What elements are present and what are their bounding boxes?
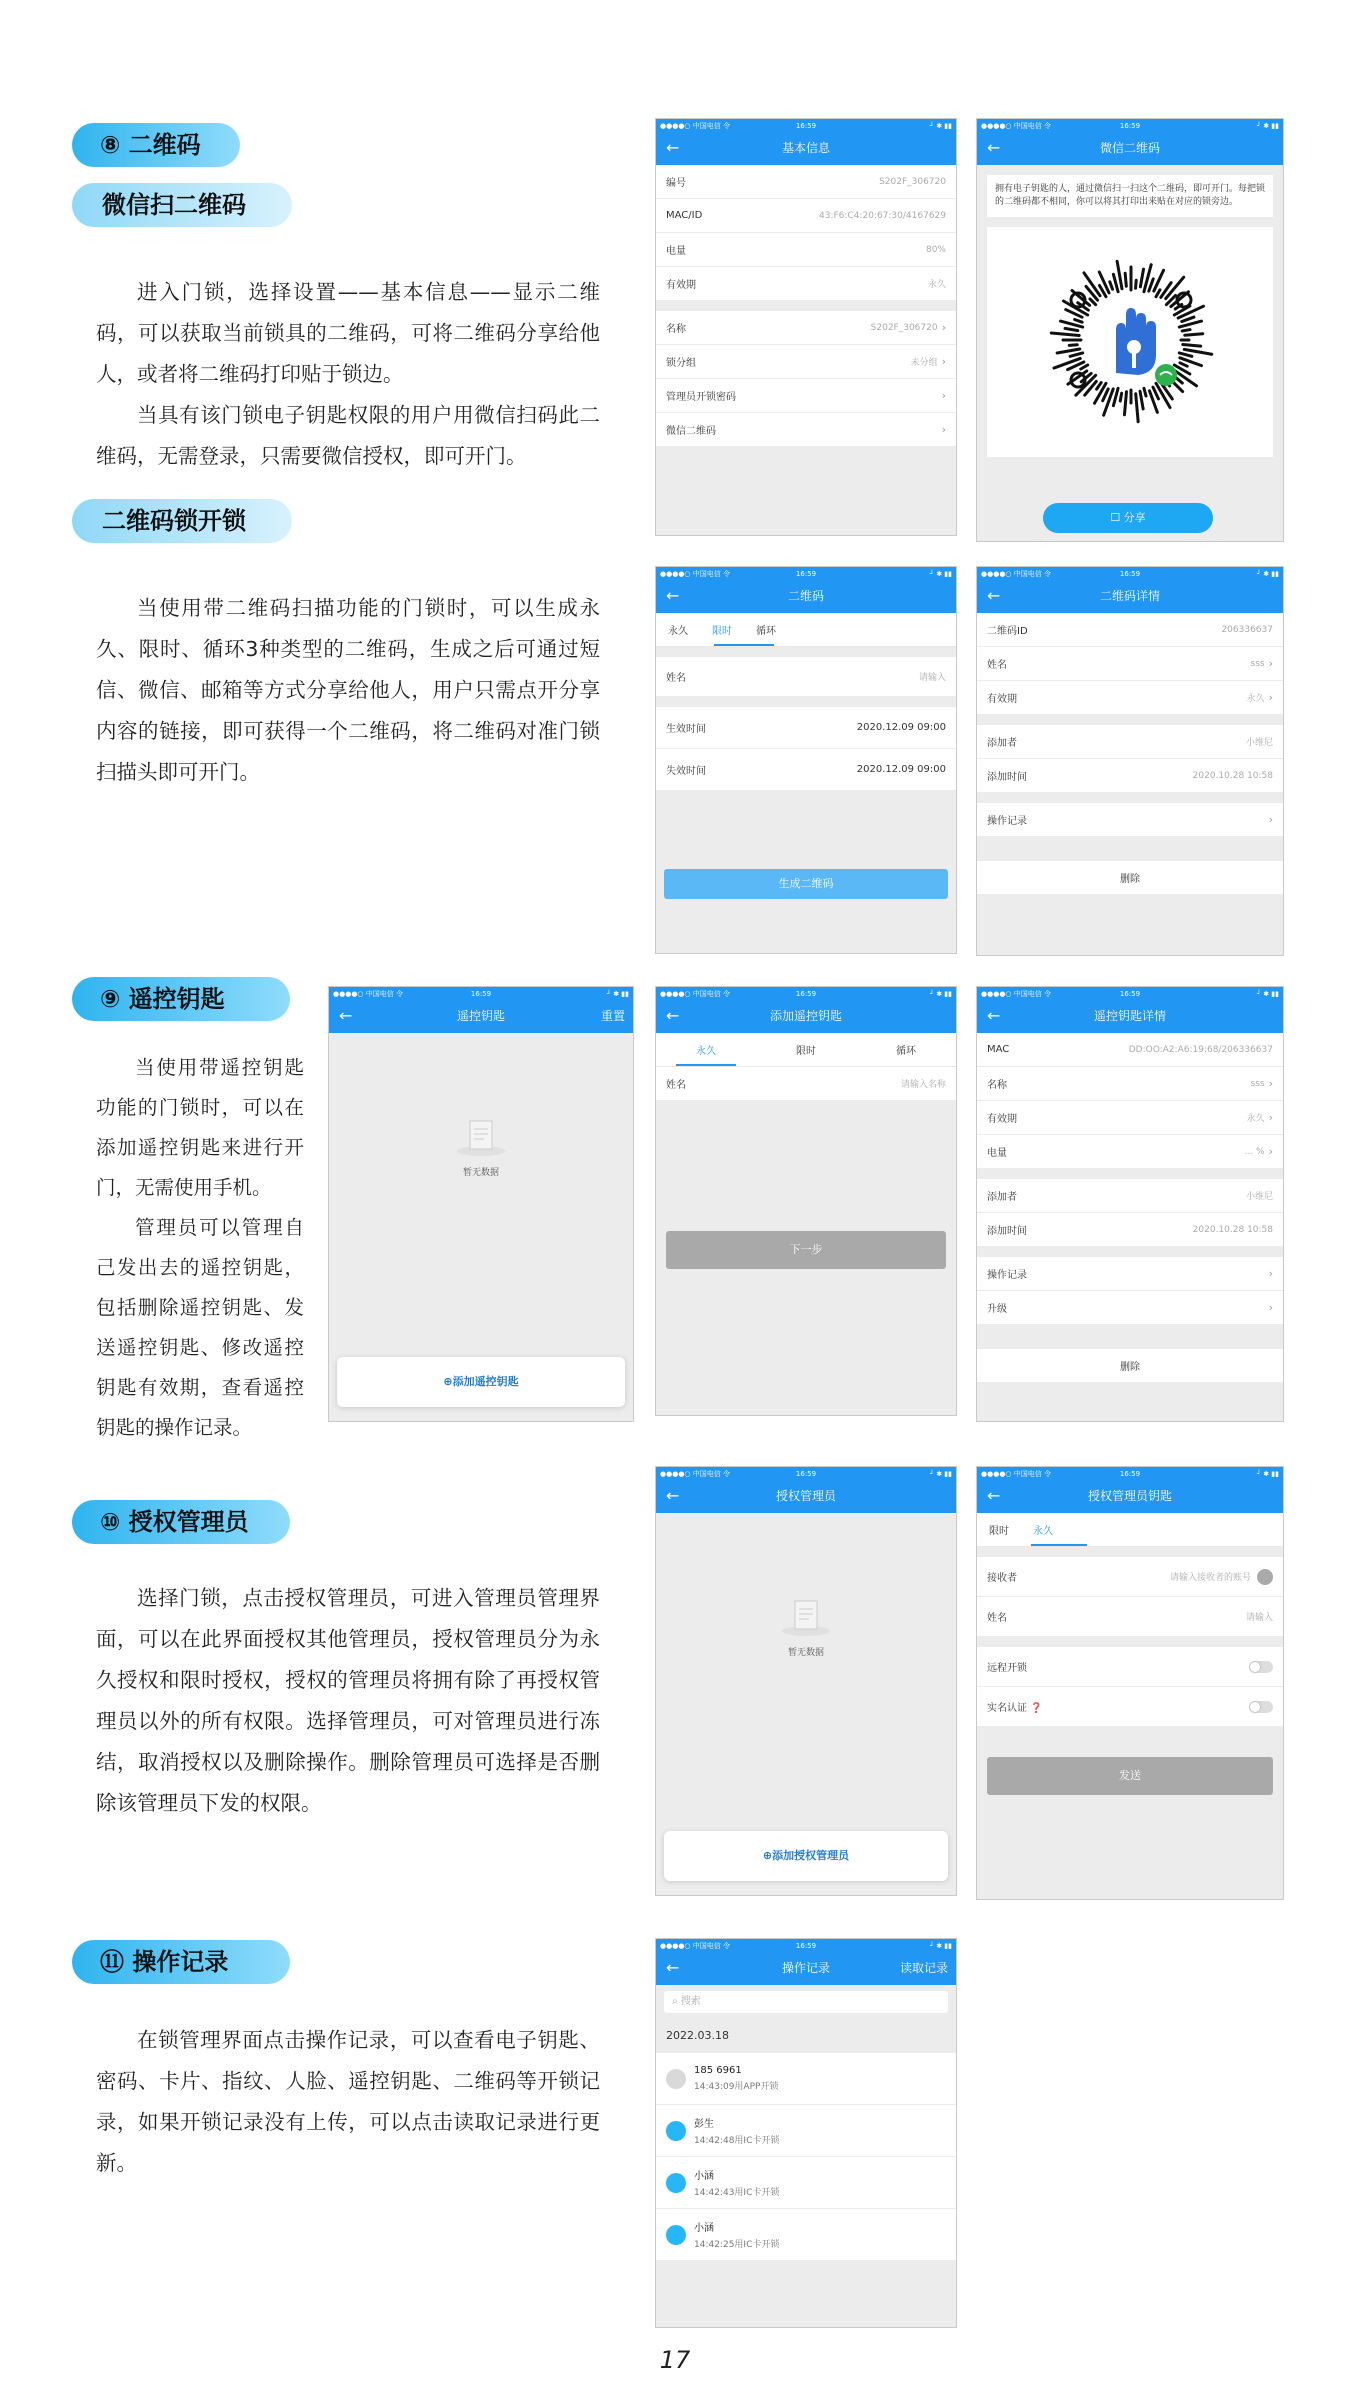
back-arrow-icon[interactable]: ←: [987, 1006, 1001, 1025]
screen-title: 遥控钥匙: [456, 1009, 505, 1023]
remote-unlock-row: 远程开锁: [977, 1647, 1283, 1687]
info-row: 编号 S202F_306720: [656, 165, 956, 199]
empty-document-icon: [781, 1597, 831, 1637]
nav-bar: [977, 133, 1283, 165]
detail-row: 添加者 小维尼: [977, 725, 1283, 759]
info-row: 电量 80%: [656, 233, 956, 267]
screen-title: 二维码: [787, 589, 824, 603]
wechat-mini-program-code-icon: [1046, 255, 1216, 425]
plus-circle-icon: ⊕: [443, 1375, 453, 1388]
generate-qr-button[interactable]: 生成二维码: [664, 869, 948, 899]
chevron-right-icon: ›: [941, 423, 946, 436]
detail-row[interactable]: 名称 sss ›: [977, 1067, 1283, 1101]
nav-bar: [656, 1953, 956, 1985]
status-bar: ●●●●○ 中国电信 令 16:59 ┘ ✱ ▮▮: [656, 1939, 956, 1953]
next-step-button[interactable]: 下一步: [666, 1231, 946, 1269]
key-type-tabs: [656, 1033, 956, 1067]
receiver-field[interactable]: 接收者 请输入接收者的账号: [977, 1557, 1283, 1597]
section-remote-heading: ⑨ 遥控钥匙: [72, 977, 290, 1021]
plus-circle-icon: ⊕: [762, 1849, 773, 1862]
chevron-right-icon: ›: [1268, 1077, 1273, 1090]
chevron-right-icon: ›: [1268, 1301, 1273, 1314]
wechat-qr-paragraph-1: 进入门锁，选择设置——基本信息——显示二维码，可以获取当前锁具的二维码，可将二维码分享给他人，或者将二维码打印贴于锁边。: [96, 280, 600, 386]
back-arrow-icon[interactable]: ←: [666, 586, 680, 605]
help-icon[interactable]: ❓: [1030, 1703, 1043, 1714]
chevron-right-icon: ›: [1268, 1145, 1273, 1158]
nav-bar: [329, 1001, 633, 1033]
admin-password-row[interactable]: 管理员开锁密码 ›: [656, 379, 956, 413]
start-time-field[interactable]: 生效时间 2020.12.09 09:00: [656, 707, 956, 749]
qr-lock-paragraph: 当使用带二维码扫描功能的门锁时，可以生成永久、限时、循环3种类型的二维码，生成之后可通过短信、微信、邮箱等方式分享给他人，用户只需点开分享内容的链接，即可获得一个二维码，将二维码对准门锁扫描头即可开门。: [96, 596, 600, 784]
back-arrow-icon[interactable]: ←: [666, 1006, 680, 1025]
wechat-qr-screen: [976, 118, 1284, 542]
qr-detail-screen: [976, 566, 1284, 956]
qr-card: [987, 227, 1273, 457]
record-row[interactable]: 185 6961 14:43:09用APP开锁: [656, 2053, 956, 2105]
nav-bar: [656, 581, 956, 613]
status-bar: ●●●●○ 中国电信 令 16:59 ┘ ✱ ▮▮: [977, 987, 1283, 1001]
status-bar: ●●●●○ 中国电信 令 16:59 ┘ ✱ ▮▮: [329, 987, 633, 1001]
admin-paragraph: 选择门锁，点击授权管理员，可进入管理员管理界面，可以在此界面授权其他管理员，授权管理员分为永久授权和限时授权，授权的管理员将拥有除了再授权管理员以外的所有权限。选择管理员，可对管理员进行冻结，取消授权以及删除操作。删除管理员可选择是否删除该管理员下发的权限。: [96, 1586, 600, 1815]
back-arrow-icon[interactable]: ←: [987, 1486, 1001, 1505]
search-input[interactable]: ⌕ 搜索: [664, 1991, 948, 2013]
realname-row: 实名认证 ❓: [977, 1687, 1283, 1727]
status-bar: ●●●●○ 中国电信 令 16:59 ┘ ✱ ▮▮: [977, 1467, 1283, 1481]
status-bar: ●●●●○ 中国电信 令 16:59 ┘ ✱ ▮▮: [977, 119, 1283, 133]
detail-row[interactable]: 有效期 永久 ›: [977, 681, 1283, 715]
authorized-admins-screen: [655, 1466, 957, 1896]
screen-title: 遥控钥匙详情: [1093, 1009, 1166, 1023]
remote-paragraph-1: 当使用带遥控钥匙功能的门锁时，可以在添加遥控钥匙来进行开门，无需使用手机。: [96, 1056, 304, 1199]
operation-records-screen: [655, 1938, 957, 2328]
status-bar: ●●●●○ 中国电信 令 16:59 ┘ ✱ ▮▮: [656, 567, 956, 581]
nav-bar: [656, 133, 956, 165]
remote-unlock-toggle[interactable]: [1249, 1661, 1273, 1673]
delete-button[interactable]: 删除: [977, 861, 1283, 895]
status-bar: ●●●●○ 中国电信 令 16:59 ┘ ✱ ▮▮: [656, 1467, 956, 1481]
card-avatar-icon: [666, 2173, 686, 2193]
status-bar: ●●●●○ 中国电信 令 16:59 ┘ ✱ ▮▮: [977, 567, 1283, 581]
record-row[interactable]: 小涵 14:42:25用IC卡开锁: [656, 2209, 956, 2261]
operation-record-row[interactable]: 操作记录 ›: [977, 1257, 1283, 1291]
detail-row[interactable]: 姓名 sss ›: [977, 647, 1283, 681]
back-arrow-icon[interactable]: ←: [987, 138, 1001, 157]
add-remote-screen: [655, 986, 957, 1416]
delete-button[interactable]: 删除: [977, 1349, 1283, 1383]
name-field[interactable]: 姓名 请输入: [977, 1597, 1283, 1637]
wechat-qr-row[interactable]: 微信二维码 ›: [656, 413, 956, 447]
qr-code-screen: [655, 566, 957, 954]
user-avatar-icon: [666, 2069, 686, 2089]
tab-cycle[interactable]: 循环: [756, 626, 776, 637]
status-bar: ●●●●○ 中国电信 令 16:59 ┘ ✱ ▮▮: [656, 119, 956, 133]
screen-title: 操作记录: [781, 1961, 830, 1975]
detail-row[interactable]: 有效期 永久 ›: [977, 1101, 1283, 1135]
share-button[interactable]: ☐ 分享: [1043, 503, 1213, 533]
nav-bar: [977, 1481, 1283, 1513]
chevron-right-icon: ›: [1268, 657, 1273, 670]
qr-type-tabs: [656, 613, 956, 647]
name-field[interactable]: 姓名 请输入名称: [656, 1067, 956, 1101]
screen-title: 添加遥控钥匙: [769, 1009, 842, 1023]
wechat-qr-heading: 微信扫二维码: [72, 183, 292, 227]
chevron-right-icon: ›: [941, 355, 946, 368]
detail-row: 添加时间 2020.10.28 10:58: [977, 759, 1283, 793]
empty-state: 暂无数据: [656, 1597, 956, 1658]
read-records-button[interactable]: 读取记录: [899, 1961, 948, 1975]
detail-row[interactable]: 电量 ... % ›: [977, 1135, 1283, 1169]
name-field[interactable]: 姓名 请输入: [656, 657, 956, 697]
info-row: 有效期 永久: [656, 267, 956, 301]
remote-keys-screen: [328, 986, 634, 1422]
remote-detail-screen: [976, 986, 1284, 1422]
chevron-right-icon: ›: [1268, 1111, 1273, 1124]
records-paragraph: 在锁管理界面点击操作记录，可以查看电子钥匙、密码、卡片、指纹、人脸、遥控钥匙、二维码等开锁记录，如果开锁记录没有上传，可以点击读取记录进行更新。: [96, 2028, 600, 2175]
tab-permanent[interactable]: 永久: [668, 626, 688, 637]
chevron-right-icon: ›: [1268, 691, 1273, 704]
record-row[interactable]: 彭生 14:42:48用IC卡开锁: [656, 2105, 956, 2157]
tab-limited[interactable]: 限时: [712, 626, 732, 637]
status-bar: ●●●●○ 中国电信 令 16:59 ┘ ✱ ▮▮: [656, 987, 956, 1001]
admin-type-tabs: [977, 1513, 1283, 1547]
chevron-right-icon: ›: [941, 321, 946, 334]
screen-title: 基本信息: [781, 141, 830, 155]
basic-info-screen: [655, 118, 957, 536]
empty-state: 暂无数据: [329, 1117, 633, 1178]
contact-icon[interactable]: [1257, 1569, 1273, 1585]
screen-title: 微信二维码: [1099, 141, 1160, 155]
nav-bar: [977, 1001, 1283, 1033]
tab-permanent[interactable]: 永久: [1033, 1526, 1053, 1537]
chevron-right-icon: ›: [941, 389, 946, 402]
nav-bar: [656, 1481, 956, 1513]
tab-cycle[interactable]: 循环: [896, 1046, 916, 1057]
search-icon: ⌕: [672, 1996, 681, 2007]
upgrade-row[interactable]: 升级 ›: [977, 1291, 1283, 1325]
tab-permanent[interactable]: 永久: [696, 1046, 716, 1057]
record-date: 2022.03.18: [666, 2029, 729, 2042]
chevron-right-icon: ›: [1268, 1267, 1273, 1280]
info-row: MAC/ID 43:F6:C4:20:67:30/4167629: [656, 199, 956, 233]
screen-title: 二维码详情: [1099, 589, 1160, 603]
back-arrow-icon[interactable]: ←: [339, 1006, 353, 1025]
section-qr-heading: ⑧ 二维码: [72, 123, 240, 167]
detail-row: 二维码ID 206336637: [977, 613, 1283, 647]
group-row[interactable]: 锁分组 未分组 ›: [656, 345, 956, 379]
chevron-right-icon: ›: [1268, 813, 1273, 826]
empty-document-icon: [456, 1117, 506, 1157]
back-arrow-icon[interactable]: ←: [987, 586, 1001, 605]
back-arrow-icon[interactable]: ←: [666, 1958, 680, 1977]
page-number: 17: [659, 2346, 691, 2374]
section-records-heading: ⑪ 操作记录: [72, 1940, 290, 1984]
qr-lock-heading: 二维码锁开锁: [72, 499, 292, 543]
add-remote-key-button[interactable]: ⊕添加遥控钥匙: [337, 1357, 625, 1407]
nav-bar: [977, 581, 1283, 613]
operation-record-row[interactable]: 操作记录 ›: [977, 803, 1283, 837]
end-time-field[interactable]: 失效时间 2020.12.09 09:00: [656, 749, 956, 791]
screen-title: 授权管理员: [775, 1489, 836, 1503]
tab-limited[interactable]: 限时: [989, 1526, 1009, 1537]
wechat-qr-paragraph-2: 当具有该门锁电子钥匙权限的用户用微信扫码此二维码，无需登录，只需要微信授权，即可开门。: [96, 403, 600, 468]
tab-limited[interactable]: 限时: [796, 1046, 816, 1057]
admin-key-screen: [976, 1466, 1284, 1900]
back-arrow-icon[interactable]: ←: [666, 138, 680, 157]
reset-button[interactable]: 重置: [600, 1009, 625, 1023]
name-row[interactable]: 名称 S202F_306720 ›: [656, 311, 956, 345]
nav-bar: [656, 1001, 956, 1033]
qr-description: 拥有电子钥匙的人，通过微信扫一扫这个二维码，即可开门。每把锁的二维码都不相同，你可以将其打印出来贴在对应的锁旁边。: [987, 175, 1273, 217]
remote-paragraph-2: 管理员可以管理自己发出去的遥控钥匙，包括删除遥控钥匙、发送遥控钥匙、修改遥控钥匙有效期，查看遥控钥匙的操作记录。: [96, 1216, 304, 1439]
detail-row: 添加时间 2020.10.28 10:58: [977, 1213, 1283, 1247]
back-arrow-icon[interactable]: ←: [666, 1486, 680, 1505]
record-row[interactable]: 小涵 14:42:43用IC卡开锁: [656, 2157, 956, 2209]
detail-row: 添加者 小维尼: [977, 1179, 1283, 1213]
realname-toggle[interactable]: [1249, 1701, 1273, 1713]
card-avatar-icon: [666, 2225, 686, 2245]
add-admin-button[interactable]: ⊕添加授权管理员: [664, 1831, 948, 1881]
detail-row: MAC DD:OO:A2:A6:19:68/206336637: [977, 1033, 1283, 1067]
card-avatar-icon: [666, 2121, 686, 2141]
section-admin-heading: ⑩ 授权管理员: [72, 1500, 290, 1544]
screen-title: 授权管理员钥匙: [1087, 1489, 1172, 1503]
send-button[interactable]: 发送: [987, 1757, 1273, 1795]
